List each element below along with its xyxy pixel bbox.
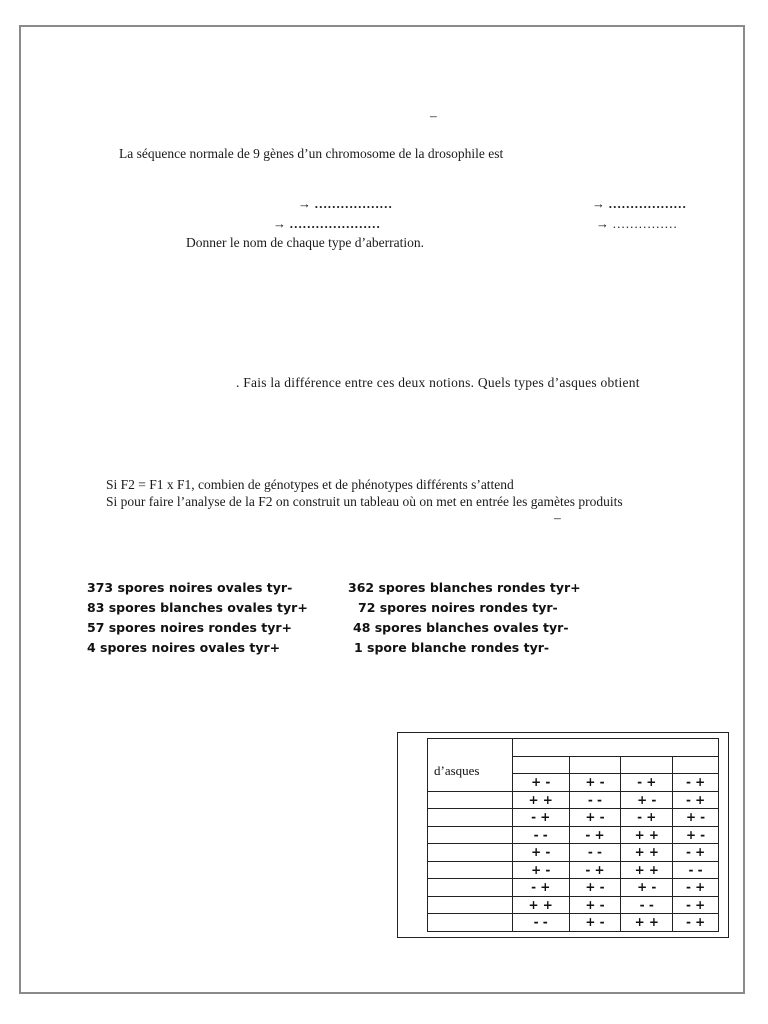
table-cell: + - [569, 774, 621, 792]
spore-right-3: 48 spores blanches ovales tyr- [353, 620, 569, 635]
table-row [428, 826, 719, 844]
table-cell: + - [621, 879, 673, 897]
table-cell: + - [621, 791, 673, 809]
table-row-label [428, 879, 513, 897]
table-cell: + - [569, 879, 621, 897]
table-cell: - + [621, 774, 673, 792]
spore-left-1: 373 spores noires ovales tyr- [87, 580, 293, 595]
arrow-dots-2: → ……………… [592, 196, 687, 211]
table-cell: + - [512, 861, 569, 879]
table-cell: - + [673, 774, 719, 792]
table-row [428, 896, 719, 914]
table-cell: + + [512, 791, 569, 809]
table-cell: + - [569, 896, 621, 914]
table-subheader-cell [569, 756, 621, 774]
table-cell: - + [512, 809, 569, 827]
table-subheader-cell [673, 756, 719, 774]
spore-right-4: 1 spore blanche rondes tyr- [354, 640, 550, 655]
table-cell: + + [621, 826, 673, 844]
table-header-cell [512, 739, 718, 757]
asques-table [427, 738, 719, 932]
table-subheader-cell [512, 756, 569, 774]
arrow-dots-3: → ………………… [273, 216, 381, 231]
arrow-dots-1: → ……………… [298, 196, 393, 211]
table-cell: - - [512, 914, 569, 932]
spore-right-2: 72 spores noires rondes tyr- [358, 600, 558, 615]
table-cell: - + [621, 809, 673, 827]
table-cell: + - [569, 809, 621, 827]
table-cell: - - [569, 844, 621, 862]
table-row [428, 809, 719, 827]
table-cell: - + [673, 914, 719, 932]
table-row-label [428, 896, 513, 914]
dash-top: – [430, 108, 437, 123]
table-cell: - + [673, 896, 719, 914]
table-header-row [428, 739, 719, 757]
arrow-dots-4: → …………… [596, 216, 678, 231]
table-cell: - - [673, 861, 719, 879]
table-cell: - - [621, 896, 673, 914]
table-cell: - + [569, 861, 621, 879]
table-row [428, 861, 719, 879]
aberration-question: Donner le nom de chaque type d’aberration. [186, 235, 425, 250]
table-row-label [428, 809, 513, 827]
table-cell: + - [673, 809, 719, 827]
table-cell: - + [673, 791, 719, 809]
table-subheader-cell [621, 756, 673, 774]
table-row-label [428, 844, 513, 862]
dash-bottom: – [554, 510, 561, 525]
table-row-label [428, 914, 513, 932]
table-cell: + - [512, 774, 569, 792]
spore-right-1: 362 spores blanches rondes tyr+ [348, 580, 581, 595]
spore-left-2: 83 spores blanches ovales tyr+ [87, 600, 308, 615]
table-cell: + - [569, 914, 621, 932]
table-row-label [428, 791, 513, 809]
f2-question: Si F2 = F1 x F1, combien de génotypes et de phénotypes différents s’attend [106, 477, 514, 492]
table-cell: - + [673, 844, 719, 862]
sequence-text: La séquence normale de 9 gènes d’un chromosome de la drosophile est [119, 146, 504, 161]
table-row [428, 914, 719, 932]
asques-question: . Fais la différence entre ces deux notions. Quels types d’asques obtient [236, 375, 640, 390]
table-cell: - + [512, 879, 569, 897]
table-row [428, 791, 719, 809]
table-row-label [428, 826, 513, 844]
spore-left-4: 4 spores noires ovales tyr+ [87, 640, 281, 655]
table-cell: - + [673, 879, 719, 897]
table-cell: + - [512, 844, 569, 862]
table-row [428, 879, 719, 897]
f2-table-question: Si pour faire l’analyse de la F2 on construit un tableau où on met en entrée les gamètes produits [106, 494, 623, 509]
table-cell: + + [621, 861, 673, 879]
table-cell: + + [621, 914, 673, 932]
table-label: d’asques [434, 762, 480, 778]
table-cell: - + [569, 826, 621, 844]
table-row [428, 844, 719, 862]
table-cell: + - [673, 826, 719, 844]
table-cell: - - [512, 826, 569, 844]
table-row-label [428, 861, 513, 879]
table-cell: + + [621, 844, 673, 862]
table-cell: + + [512, 896, 569, 914]
table-label-cell [428, 739, 513, 792]
spore-left-3: 57 spores noires rondes tyr+ [87, 620, 292, 635]
table-cell: - - [569, 791, 621, 809]
